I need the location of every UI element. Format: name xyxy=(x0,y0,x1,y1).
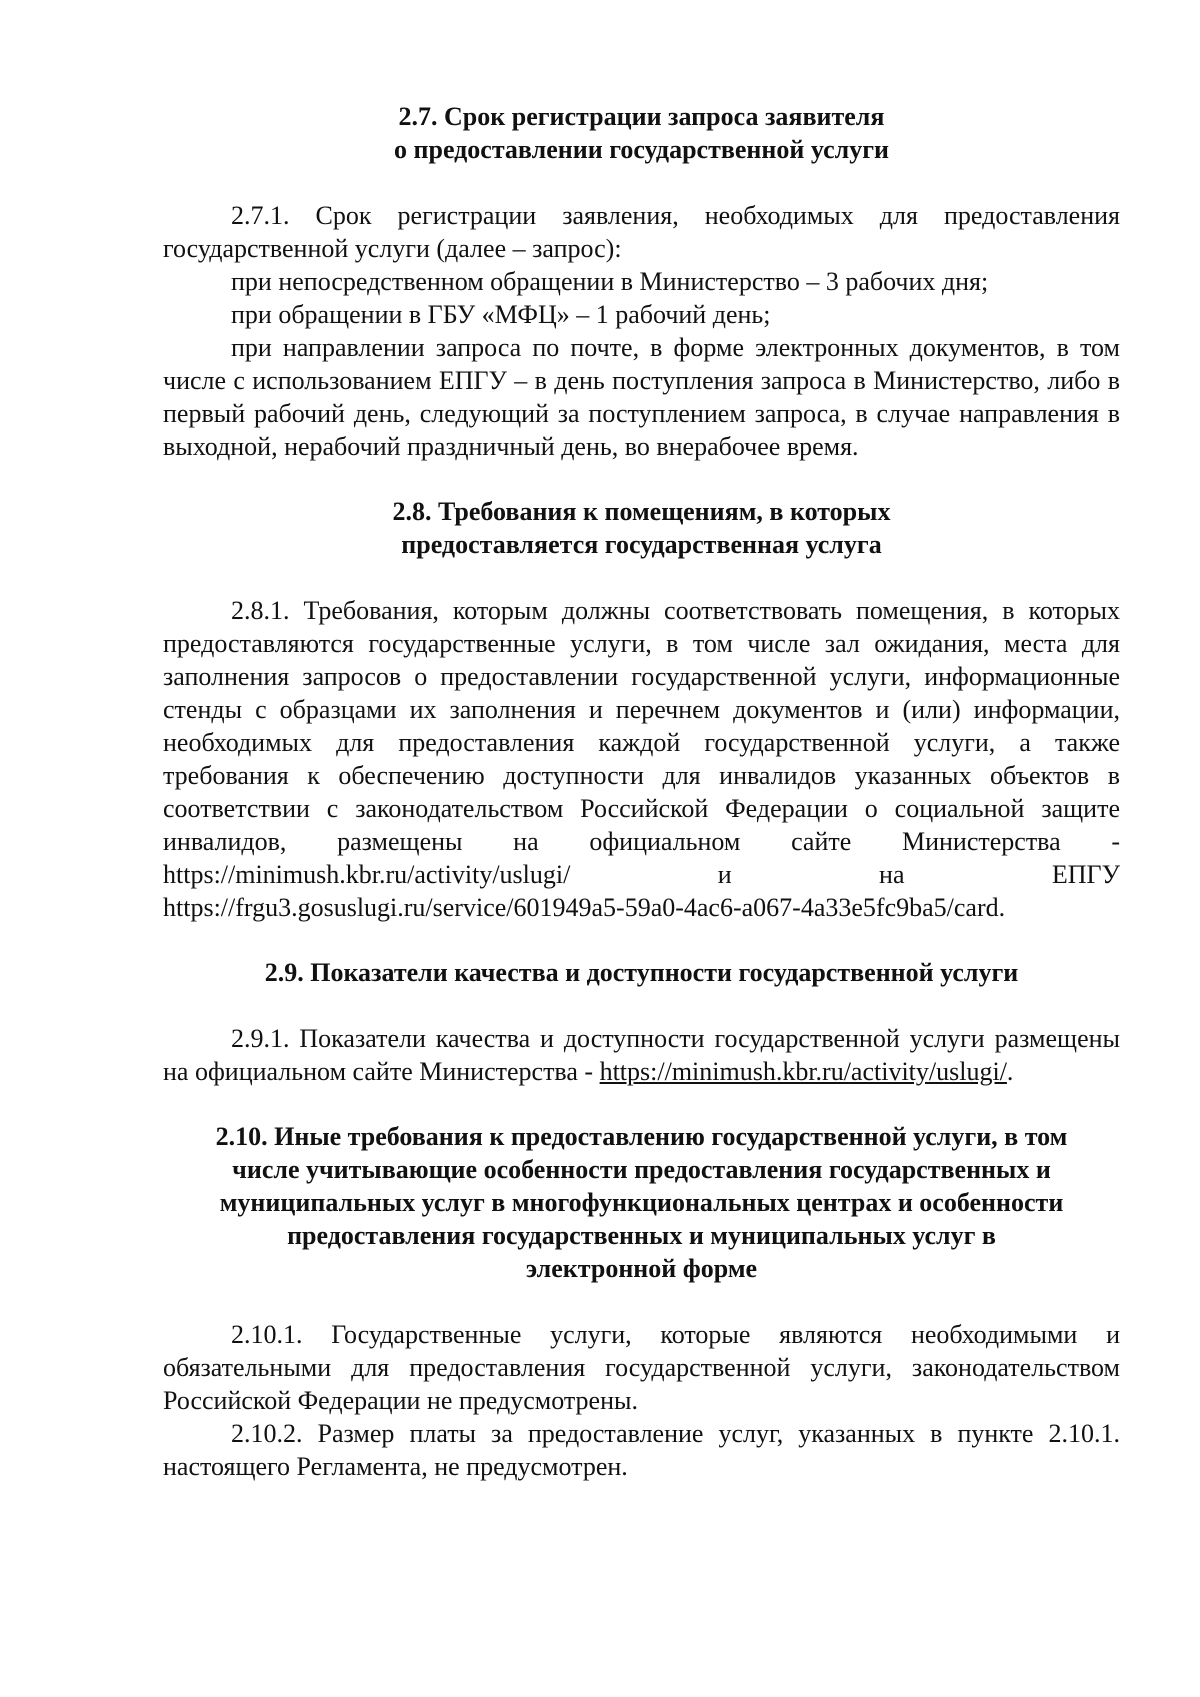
paragraph-2-7-1-item-mfc: при обращении в ГБУ «МФЦ» – 1 рабочий день; xyxy=(231,300,771,329)
section-2-10-heading-line1: 2.10. Иные требования к предоставлению государственной услуги, в том xyxy=(215,1122,1068,1151)
section-2-10-heading-line2: числе учитывающие особенности предоставления государственных и xyxy=(232,1155,1051,1184)
section-2-8-heading xyxy=(163,495,1120,561)
section-2-10-heading xyxy=(163,1120,1120,1285)
paragraph-2-9-1-tail: . xyxy=(1006,1057,1014,1086)
section-2-7-heading-line2: о предоставлении государственной услуги xyxy=(394,135,889,164)
paragraph-2-7-1-item-post: при направлении запроса по почте, в форме электронных документов, в том числе с использованием ЕПГУ – в день поступления запроса в Министерство, либо в первый рабочий день, следующий за поступлением запроса, в случае направления в выходной, нерабочий праздничный день, во внерабочее время. xyxy=(163,333,1120,461)
paragraph-2-8-1: 2.8.1. Требования, которым должны соответствовать помещения, в которых предоставляются государственные услуги, в том числе зал ожидания, места для заполнения запросов о предоставлении государственной услуги, информационные стенды с образцами их заполнения и перечнем документов и (или) информации, необходимых для предоставления каждой государственной услуги, а также требования к обеспечению доступности для инвалидов указанных объектов в соответствии с законодательством Российской Федерации о социальной защите инвалидов, размещены на официальном сайте Министерства - https://minimush.kbr.ru/activity/uslugi/ и на ЕПГУ https://frgu3.gosuslugi.ru/service/601949a5-59a0-4ac6-a067-4a33e5fc9ba5/card. xyxy=(163,596,1120,922)
paragraph-2-10-1: 2.10.1. Государственные услуги, которые являются необходимыми и обязательными для предоставления государственной услуги, законодательством Российской Федерации не предусмотрены. xyxy=(163,1320,1120,1415)
section-2-10-heading-line3: муниципальных услуг в многофункциональных центрах и особенности xyxy=(219,1188,1064,1217)
paragraph-2-9-1-text: 2.9.1. Показатели качества и доступности государственной услуги размещены на официальном сайте Министерства - xyxy=(163,1024,1120,1086)
paragraph-2-10-2: 2.10.2. Размер платы за предоставление услуг, указанных в пункте 2.10.1. настоящего Регламента, не предусмотрен. xyxy=(163,1419,1120,1481)
section-2-7-heading xyxy=(163,100,1120,166)
paragraph-2-7-1-item-direct: при непосредственном обращении в Министерство – 3 рабочих дня; xyxy=(231,267,989,296)
section-2-10-heading-line4: предоставления государственных и муниципальных услуг в xyxy=(287,1221,996,1250)
section-2-7-heading-line1: 2.7. Срок регистрации запроса заявителя xyxy=(398,102,885,131)
section-2-8-heading-line2: предоставляется государственная услуга xyxy=(401,530,882,559)
section-2-8-heading-line1: 2.8. Требования к помещениям, в которых xyxy=(392,497,891,526)
ministry-services-link[interactable]: https://minimush.kbr.ru/activity/uslugi/ xyxy=(599,1057,1007,1086)
section-2-10-heading-line5: электронной форме xyxy=(525,1254,758,1283)
paragraph-2-7-1: 2.7.1. Срок регистрации заявления, необходимых для предоставления государственной услуги (далее – запрос): xyxy=(163,201,1120,263)
document-page xyxy=(163,100,1120,1483)
paragraph-2-9-1 xyxy=(163,1022,1120,1088)
section-2-9-heading: 2.9. Показатели качества и доступности государственной услуги xyxy=(264,958,1019,987)
